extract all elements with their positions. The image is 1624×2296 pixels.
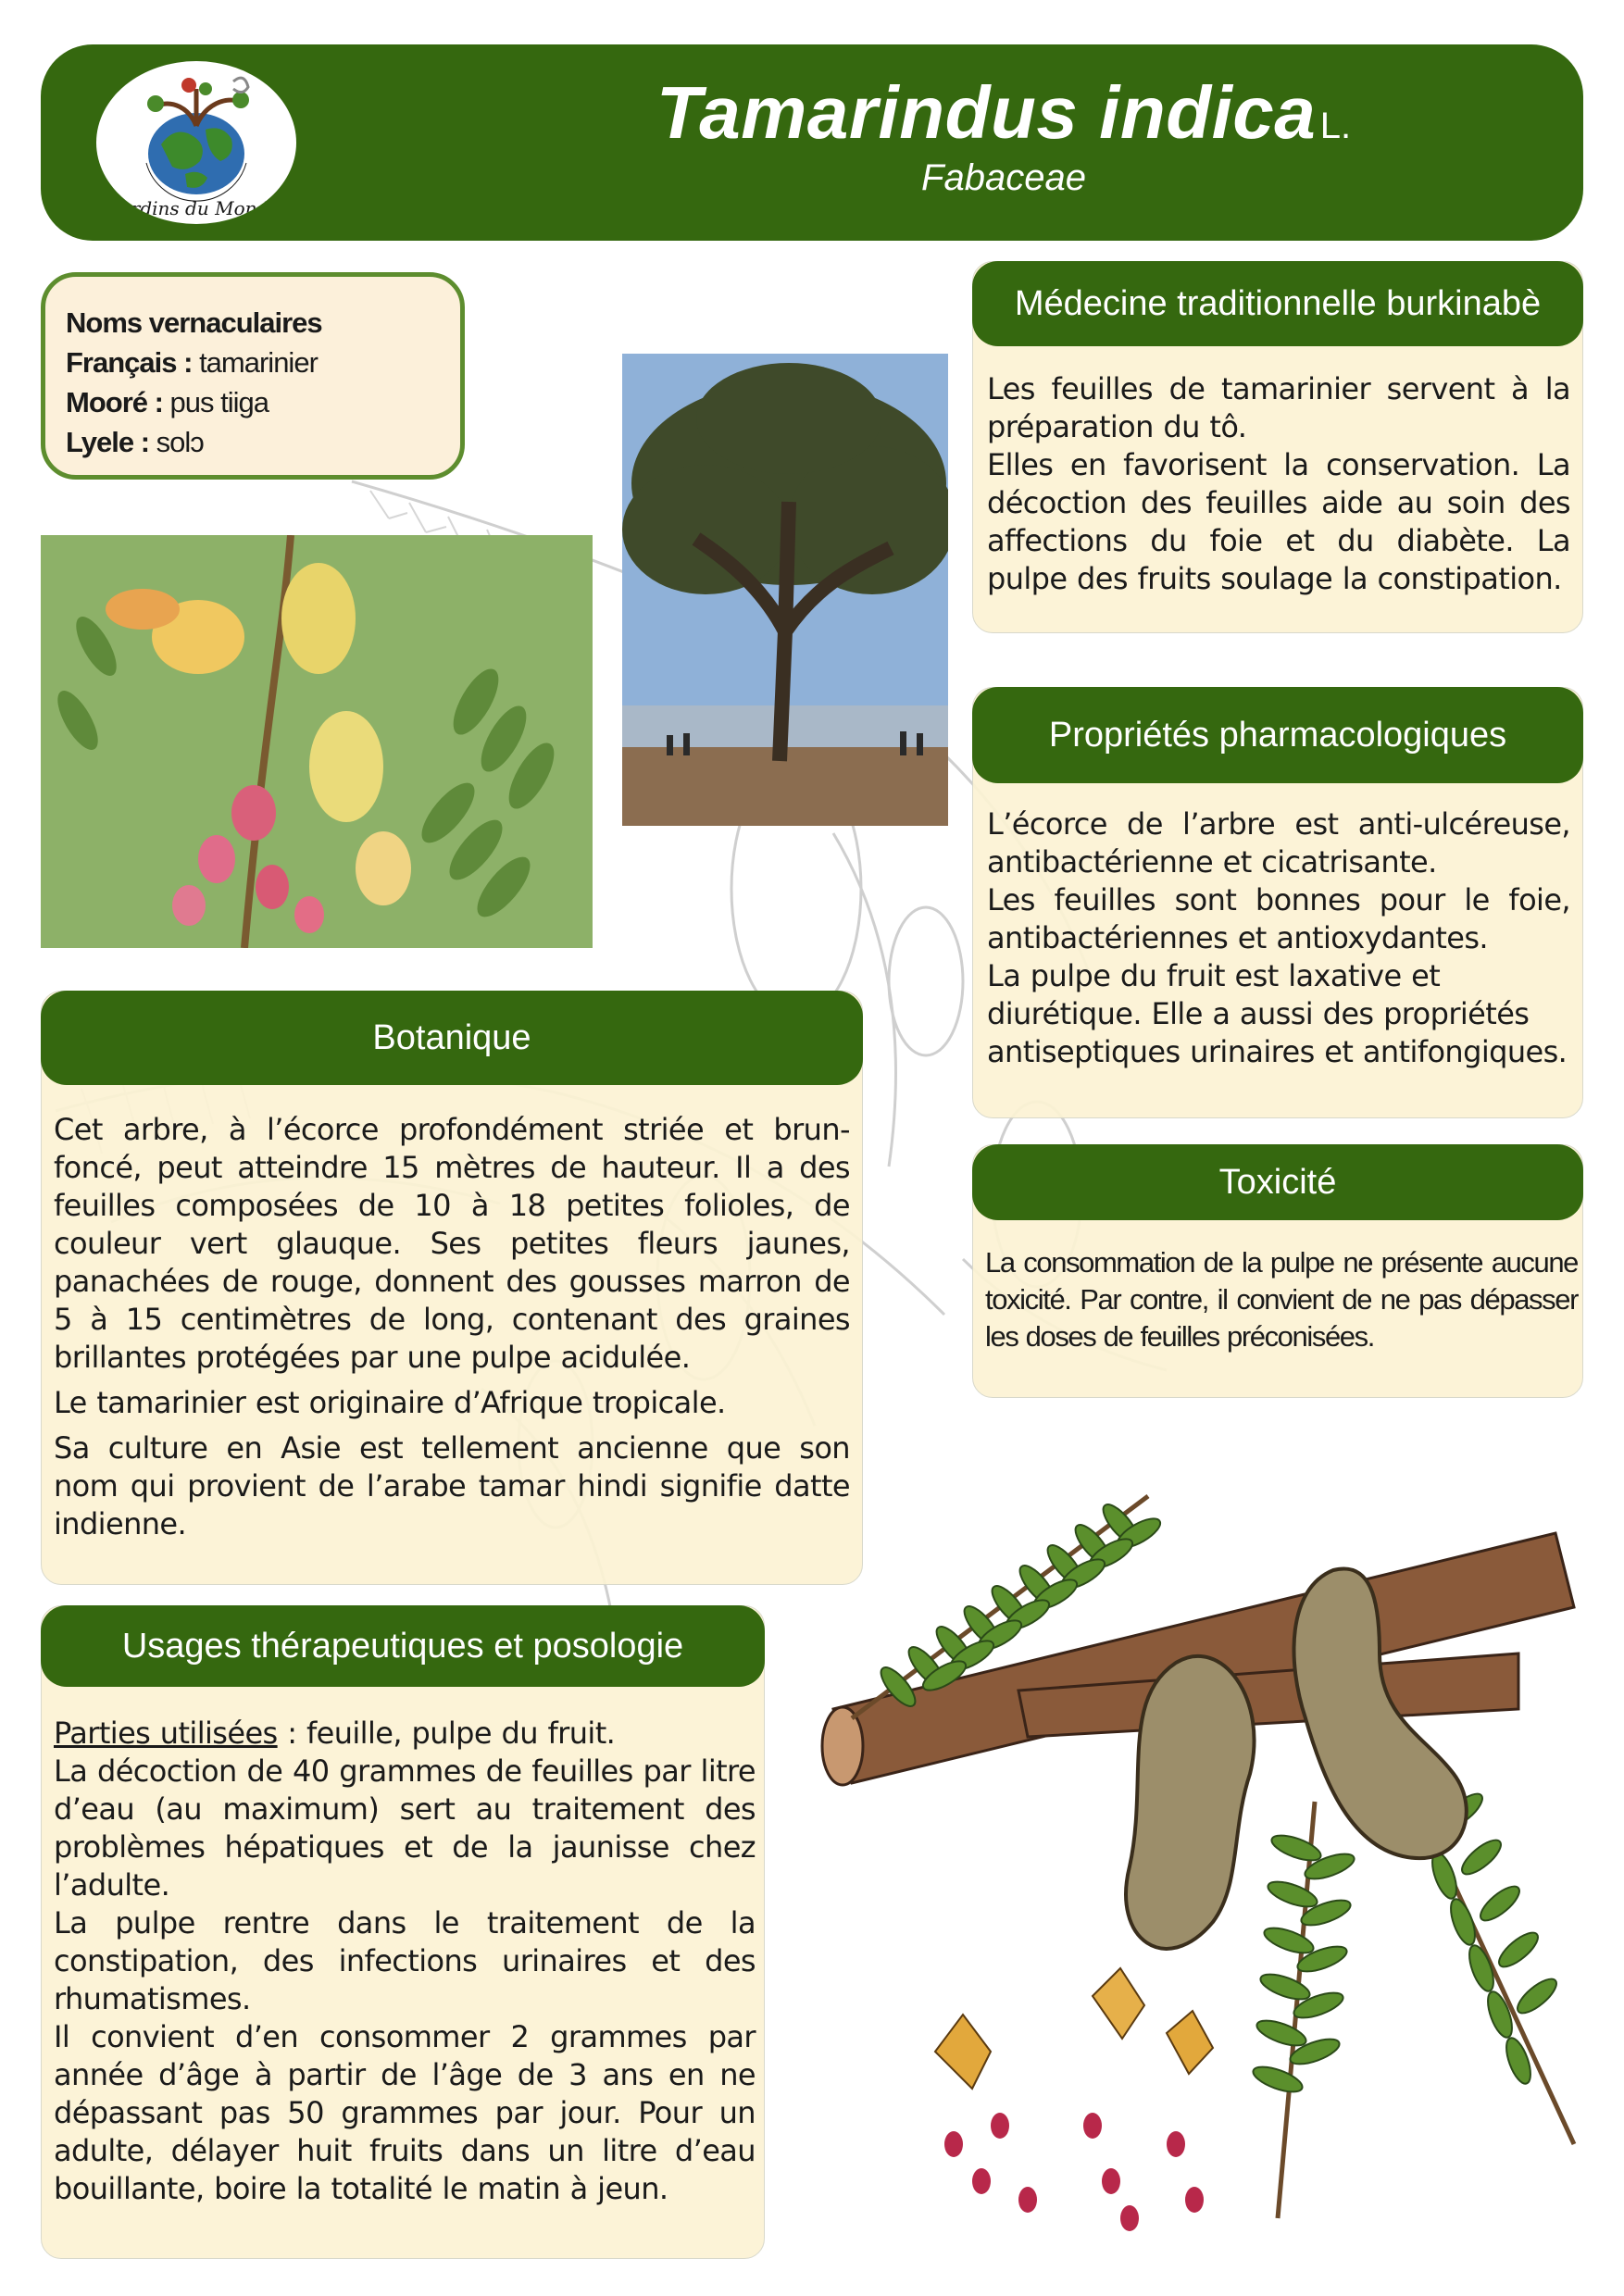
- usages-card-title: Usages thérapeutiques et posologie: [41, 1605, 765, 1687]
- medecine-card-text: Les feuilles de tamarinier servent à la préparation du tô. Elles en favorisent la conservation. La décoction des feuilles aide au soin des affections du foie et du diabète. La pulpe des fruits soulage la constipation.: [987, 371, 1570, 596]
- vernacular-row: Lyele : solɔ: [66, 426, 204, 458]
- usages-card-text: Parties utilisées : feuille, pulpe du fruit. La décoction de 40 grammes de feuilles par litre d’eau (au maximum) sert au traitement des problèmes hépatiques et de la jaunisse chez l’adulte. La pulpe rentre dans le traitement de la constipation, des infections urinaires et des rhumatismes. Il convient d’en consommer 2 grammes par année d’âge à partir de l’âge de 3 ans en ne dépassant pas 50 grammes par jour. Pour un adulte, délayer huit fruits dans un litre d’eau bouillante, boire la totalité le matin à jeun.: [54, 1716, 756, 2206]
- parts-used-label: Parties utilisées: [54, 1716, 278, 1751]
- tamarind-pod-illustration: [815, 1478, 1593, 2246]
- species-author: L.: [1319, 106, 1352, 146]
- jardins-du-monde-logo: [96, 61, 296, 224]
- tree-photo: [622, 354, 948, 826]
- species-name: Tamarindus indica: [656, 71, 1317, 154]
- toxicite-card-title: Toxicité: [972, 1144, 1583, 1220]
- species-title-block: [559, 70, 1448, 199]
- svg-text:Jardins du Monde: Jardins du Monde: [112, 197, 281, 219]
- botanique-card-title: Botanique: [41, 991, 863, 1085]
- species-family: Fabaceae: [921, 157, 1086, 198]
- botanique-card-text: Cet arbre, à l’écorce profondément striée et brun-foncé, peut atteindre 15 mètres de hauteur. Il a des feuilles composées de 10 à 18 petites folioles, de couleur vert glauque. Ses petites fleurs jaunes, panachées de rouge, donnent des gousses marron de 5 à 15 centimètres de long, contenant des graines brillantes protégées par une pulpe acidulée. Le tamarinier est originaire d’Afrique tropicale. Sa culture en Asie est tellement ancienne que son nom qui provient de l’arabe tamar hindi signifie datte indienne.: [54, 1112, 850, 1541]
- proprietes-card-text: L’écorce de l’arbre est anti-ulcéreuse, antibactérienne et cicatrisante. Les feuilles sont bonnes pour le foie, antibactériennes et antioxydantes. La pulpe du fruit est laxative et diurétique. Elle a aussi des propriétés antiseptiques urinaires et antifongiques.: [987, 806, 1570, 1069]
- vernacular-names-box: [41, 272, 465, 480]
- vernacular-row: Français : tamarinier: [66, 346, 318, 379]
- vernacular-row: Mooré : pus tiiga: [66, 386, 269, 418]
- header-banner: [41, 44, 1583, 241]
- flower-photo: [41, 535, 593, 948]
- toxicite-card-text: La consommation de la pulpe ne présente aucune toxicité. Par contre, il convient de ne pas dépasser les doses de feuilles préconisées.: [985, 1246, 1578, 1353]
- proprietes-card-title: Propriétés pharmacologiques: [972, 687, 1583, 783]
- medecine-card-title: Médecine traditionnelle burkinabè: [972, 261, 1583, 346]
- vernacular-heading: Noms vernaculaires: [66, 306, 322, 339]
